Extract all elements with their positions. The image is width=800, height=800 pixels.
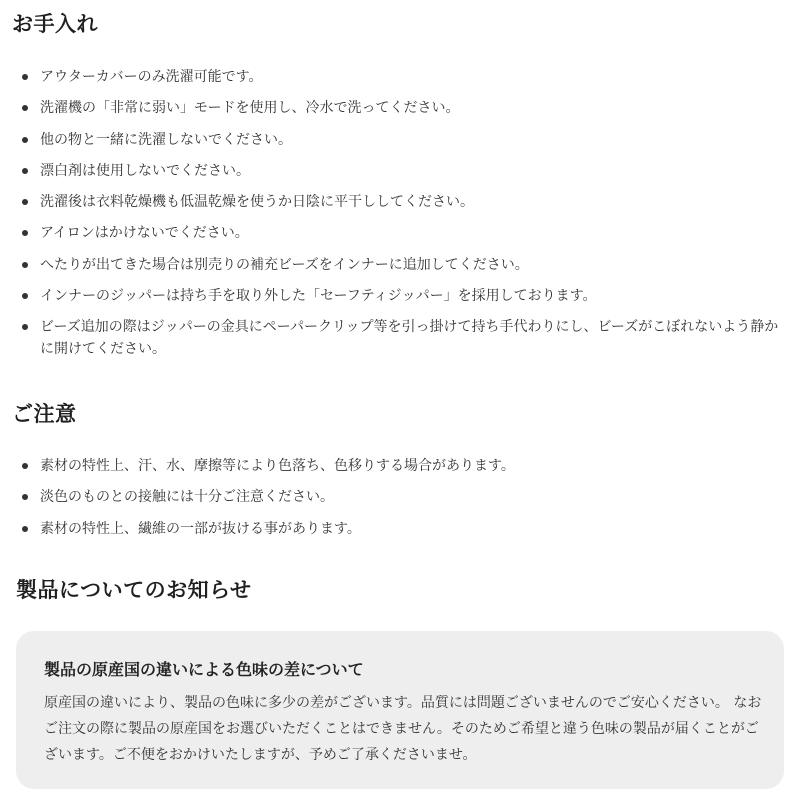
bullet-icon [22,137,28,143]
bullet-icon [22,262,28,268]
care-item-text: アウターカバーのみ洗濯可能です。 [40,69,263,85]
bullet-icon [22,74,28,80]
product-notice-section-title: 製品についてのお知らせ [16,578,252,602]
list-item [22,455,787,477]
list-item [22,129,787,151]
care-item-text: アイロンはかけないでください。 [40,225,249,242]
bullet-icon [22,105,28,111]
care-item-text: 洗濯後は衣料乾燥機も低温乾燥を使うか日陰に平干ししてください。 [40,194,474,211]
list-item [22,316,787,360]
bullet-icon [22,199,28,205]
bullet-icon [22,293,28,299]
caution-section-title: ご注意 [12,402,77,426]
list-item [22,66,787,88]
list-item [22,285,787,307]
bullet-icon [22,463,28,469]
caution-item-text: 素材の特性上、繊維の一部が抜ける事があります。 [40,520,361,537]
list-item [22,191,787,213]
care-item-text: 漂白剤は使用しないでください。 [40,162,250,179]
list-item [22,486,787,508]
list-item [22,97,787,119]
bullet-icon [22,324,28,330]
bullet-icon [22,168,28,174]
care-section-title: お手入れ [12,12,98,36]
care-item-text: ビーズ追加の際はジッパーの金具にペーパークリップ等を引っ掛けて持ち手代わりにし、ビーズがこぼれないよう静かに開けてください。 [40,319,779,358]
caution-list [22,455,787,549]
list-item [22,518,787,540]
care-item-text: 他の物と一緒に洗濯しないでください。 [40,131,292,148]
bullet-icon [22,526,28,532]
notice-card [16,631,784,789]
list-item [22,160,787,182]
care-item-text: へたりが出てきた場合は別売りの補充ビーズをインナーに追加してください。 [40,256,529,273]
caution-item-text: 素材の特性上、汗、水、摩擦等により色落ち、色移りする場合があります。 [40,458,515,474]
list-item [22,222,787,244]
caution-item-text: 淡色のものとの接触には十分ご注意ください。 [40,489,334,506]
notice-card-body: 原産国の違いにより、製品の色味に多少の差がございます。品質には問題ございませんのでご安心ください。 なおご注文の際に製品の原産国をお選びいただくことはできません。そのためご希望と違う色味の製品が届くことがございます。ご不便をおかけいたしますが、予めご了承くださいませ。 [44,695,762,763]
bullet-icon [22,494,28,500]
care-list [22,66,787,370]
notice-card-title: 製品の原産国の違いによる色味の差について [44,660,364,679]
list-item [22,254,787,276]
care-item-text: インナーのジッパーは持ち手を取り外した「セーフティジッパー」を採用しております。 [40,288,597,305]
bullet-icon [22,230,28,236]
care-item-text: 洗濯機の「非常に弱い」モードを使用し、冷水で洗ってください。 [40,100,460,117]
